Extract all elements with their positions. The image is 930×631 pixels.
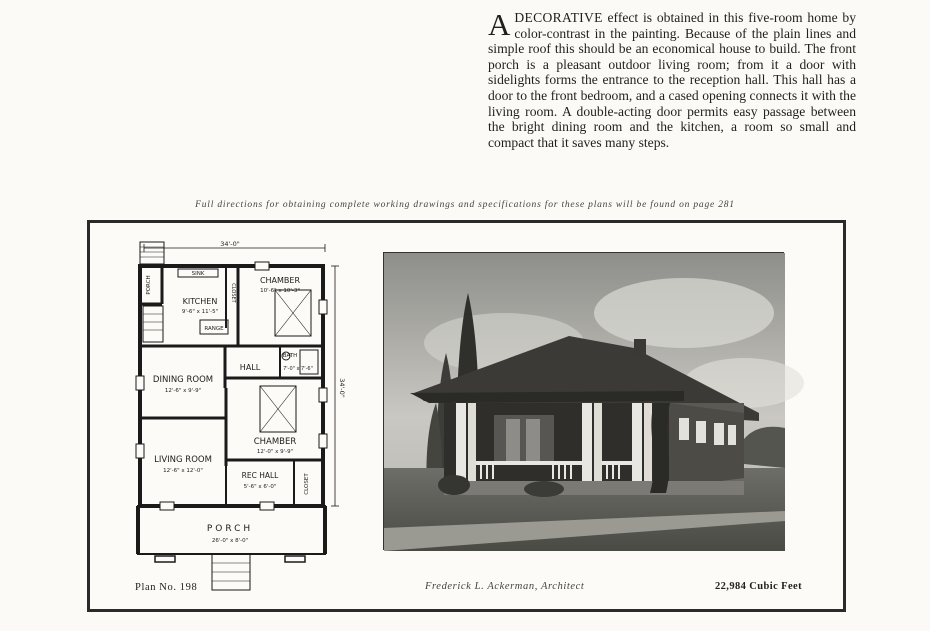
floor-plan bbox=[130, 238, 345, 593]
label-porch-small: PORCH bbox=[146, 275, 152, 295]
label-kitchen-dim: 9'-6" x 11'-5" bbox=[181, 309, 219, 315]
label-bath-dim: 7'-0" x 7'-6" bbox=[283, 366, 313, 372]
label-porch-dim: 26'-0" x 8'-0" bbox=[211, 538, 249, 544]
label-range: RANGE bbox=[204, 326, 224, 332]
label-living-room-dim: 12'-6" x 12'-0" bbox=[163, 468, 203, 474]
label-living-room: LIVING ROOM bbox=[154, 455, 212, 465]
description-paragraph bbox=[488, 7, 856, 150]
house-photo-illustration bbox=[384, 253, 785, 551]
label-closet-vertical: CLOSET bbox=[230, 283, 236, 303]
label-chamber-2-dim: 12'-0" x 9'-9" bbox=[256, 449, 294, 455]
cubic-feet: 22,984 Cubic Feet bbox=[715, 581, 802, 592]
label-bath: BATH bbox=[282, 353, 298, 359]
label-porch: PORCH bbox=[206, 524, 254, 534]
label-chamber-2: CHAMBER bbox=[253, 437, 297, 447]
lead-word: DECORATIVE bbox=[514, 10, 603, 25]
architect-credit: Frederick L. Ackerman, Architect bbox=[425, 581, 585, 592]
plan-number: Plan No. 198 bbox=[135, 582, 198, 593]
drop-cap: A bbox=[488, 7, 511, 42]
plan-width-dim: 34'-0" bbox=[220, 240, 240, 248]
label-dining-room-dim: 12'-6" x 9'-9" bbox=[164, 388, 202, 394]
label-dining-room: DINING ROOM bbox=[152, 375, 214, 385]
directions-note: Full directions for obtaining complete working drawings and specifications for these plans will be found on page 281 bbox=[195, 200, 735, 210]
label-chamber-1: CHAMBER bbox=[259, 276, 301, 285]
label-chamber-1-dim: 10'-6" x 10'-3" bbox=[260, 288, 300, 294]
plan-depth-dim: 34'-0" bbox=[338, 378, 346, 398]
description-body: effect is obtained in this five-room home by color-contrast in the painting. Because of the plain lines and simple roof this should be an economical house to build. The front porch is a pleasant outdoor living room; from it a door with sidelights forms the entrance to the reception hall. This hall has a door to the front bedroom, and a cased opening connects it with the living room. A double-acting door permits easy passage between the bright dining room and the kitchen, a room so small and compact that it saves many steps. bbox=[488, 10, 856, 150]
label-hall: HALL bbox=[239, 363, 261, 372]
house-photograph bbox=[383, 252, 784, 550]
label-closet: CLOSET bbox=[304, 473, 310, 495]
label-rec-hall: REC HALL bbox=[241, 471, 279, 480]
label-kitchen: KITCHEN bbox=[182, 297, 218, 306]
label-rec-hall-dim: 5'-6" x 6'-0" bbox=[243, 484, 277, 490]
label-sink: SINK bbox=[191, 271, 205, 277]
